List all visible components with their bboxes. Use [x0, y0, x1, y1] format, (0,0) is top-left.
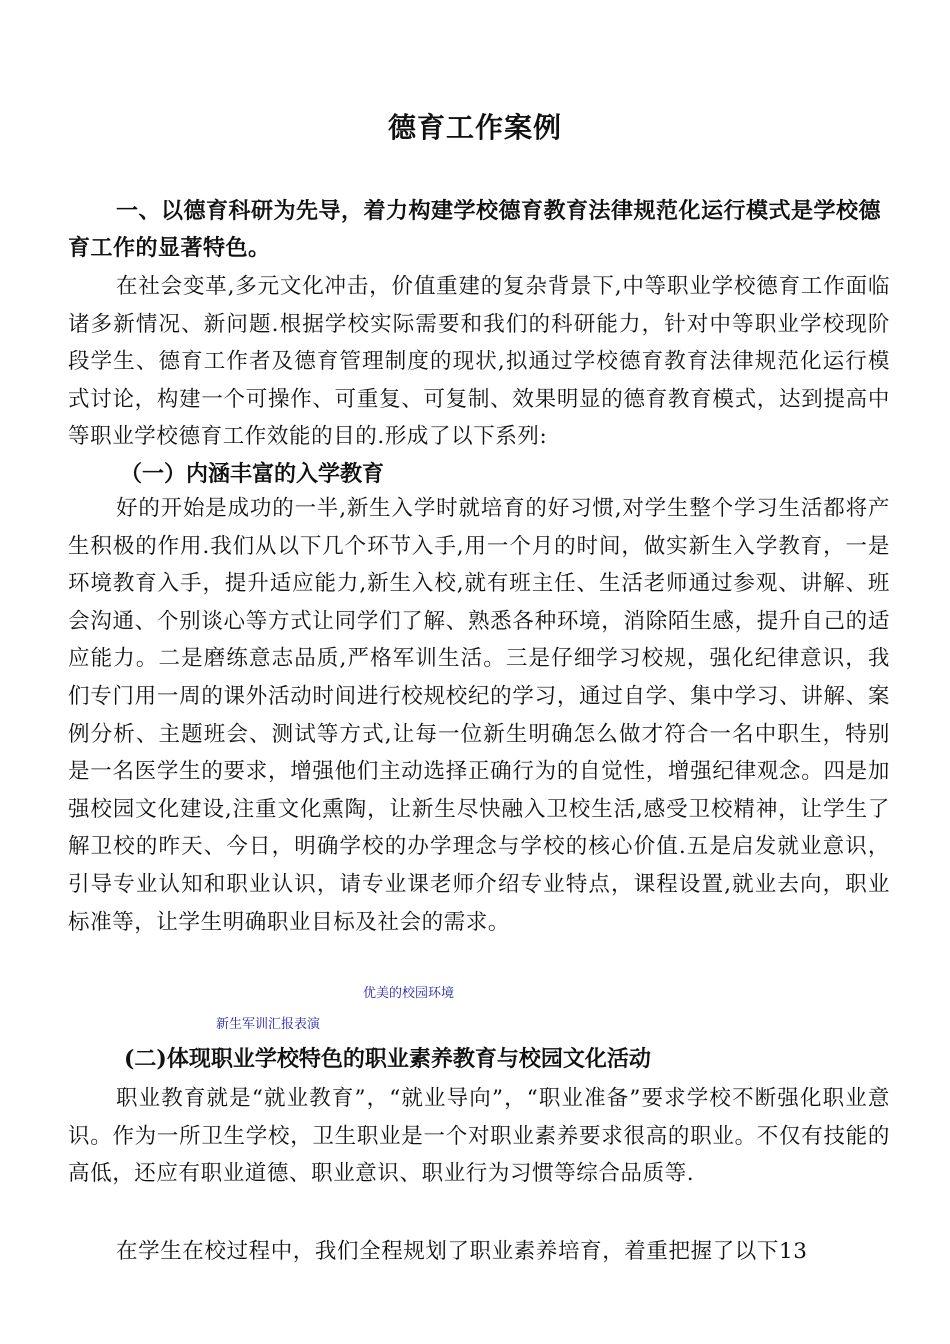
section-heading-1: 一、以德育科研为先导，着力构建学校德育教育法律规范化运行模式是学校德育工作的显著特色。	[68, 198, 882, 261]
subheading-enrollment-education: （一）内涵丰富的入学教育	[120, 461, 385, 487]
image-caption-military-training: 新生军训汇报表演	[216, 1017, 321, 1032]
paragraph-intro: 在社会变革,多元文化冲击，价值重建的复杂背景下,中等职业学校德育工作面临诸多新情况、新问题.根据学校实际需要和我们的科研能力，针对中等职业学校现阶段学生、德育工作者及德育管理制度的现状,拟通过学校德育教育法律规范化运行模式讨论，构建一个可操作、可重复、可复制、效果明显的德育教育模式，达到提高中等职业学校德育工作效能的目的.形成了以下系列:	[68, 274, 890, 450]
image-caption-campus: 优美的校园环境	[363, 986, 455, 1001]
paragraph-vocational-education: 职业教育就是“就业教育”，“就业导向”，“职业准备”要求学校不断强化职业意识。作为一所卫生学校，卫生职业是一个对职业素养要求很高的职业。不仅有技能的高低，还应有职业道德、职业意识、职业行为习惯等综合品质等.	[68, 1086, 890, 1187]
subheading-vocational-literacy: (二)体现职业学校特色的职业素养教育与校园文化活动	[124, 1046, 651, 1072]
document-title: 德育工作案例	[387, 111, 562, 144]
paragraph-enrollment: 好的开始是成功的一半,新生入学时就培育的好习惯,对学生整个学习生活都将产生积极的作用.我们从以下几个环节入手,用一个月的时间，做实新生入学教育，一是环境教育入手，提升适应能力,新生入校,就有班主任、生活老师通过参观、讲解、班会沟通、个别谈心等方式让同学们了解、熟悉各种环境，消除陌生感，提升自己的适应能力。二是磨练意志品质,严格军训生活。三是仔细学习校规，强化纪律意识，我们专门用一周的课外活动时间进行校规校纪的学习，通过自学、集中学习、讲解、案例分析、主题班会、测试等方式,让每一位新生明确怎么做才符合一名中职生，特别是一名医学生的要求，增强他们主动选择正确行为的自觉性，增强纪律观念。四是加强校园文化建设,注重文化熏陶，让新生尽快融入卫校生活,感受卫校精神，让学生了解卫校的昨天、今日，明确学校的办学理念与学校的核心价值.五是启发就业意识，引导专业认知和职业认识，请专业课老师介绍专业特点，课程设置,就业去向，职业标准等，让学生明确职业目标及社会的需求。	[68, 496, 890, 935]
paragraph-literacy-plan: 在学生在校过程中，我们全程规划了职业素养培育，着重把握了以下13	[116, 1239, 808, 1264]
